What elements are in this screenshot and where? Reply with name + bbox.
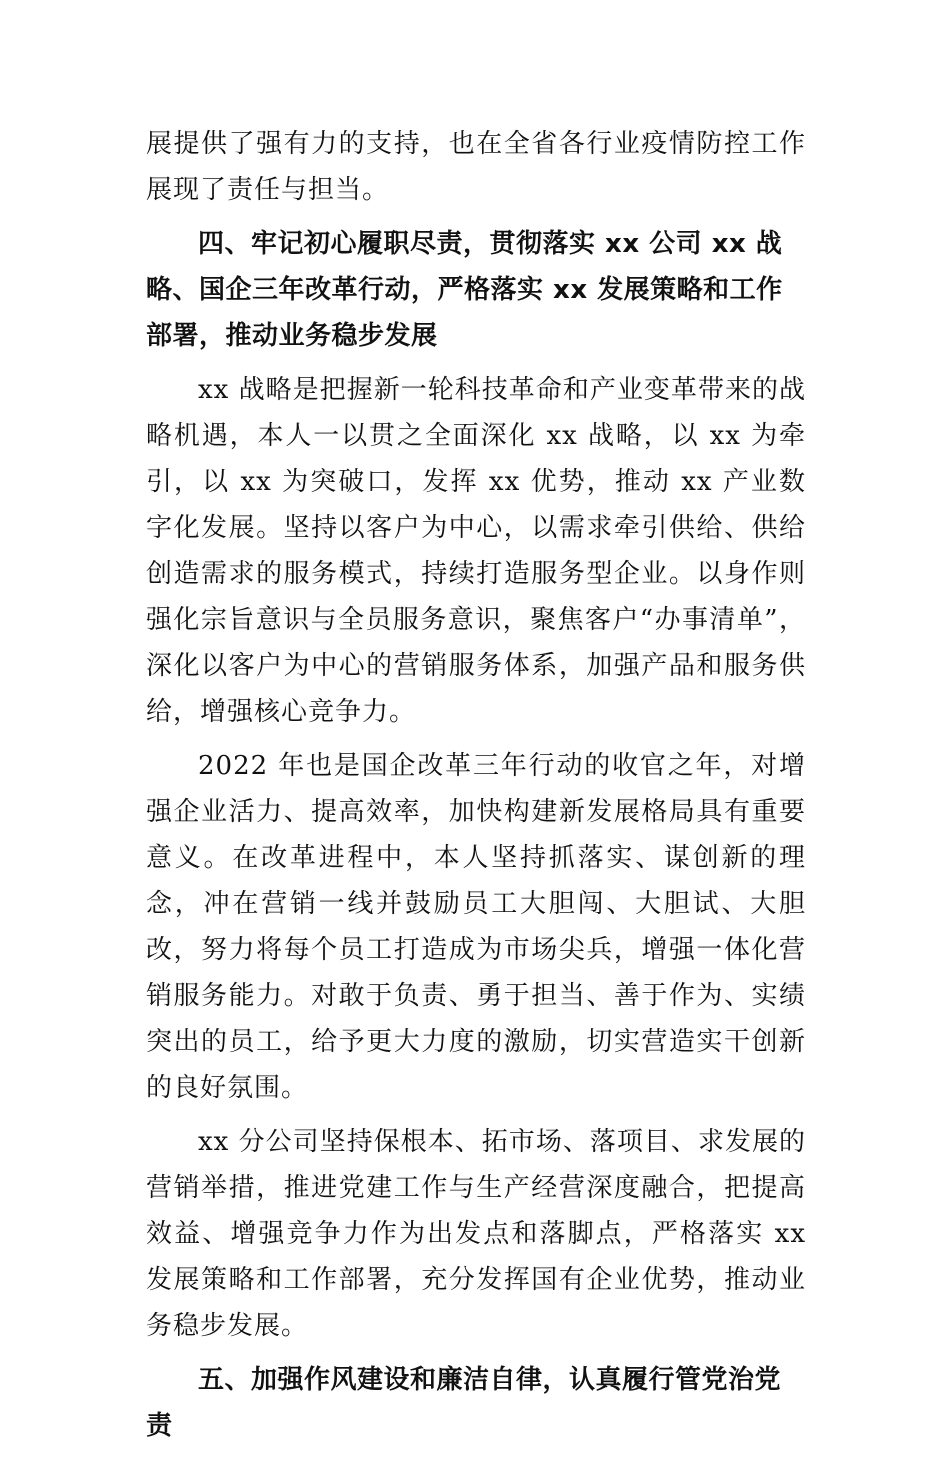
paragraph-continuation: 展提供了强有力的支持，也在全省各行业疫情防控工作展现了责任与担当。 <box>146 129 806 205</box>
paragraph: xx 战略是把握新一轮科技革命和产业变革带来的战略机遇，本人一以贯之全面深化 xx 战略，以 xx 为牵引，以 xx 为突破口，发挥 xx 优势，推动 xx 产业数字化发展。坚持以客户为中心，以需求牵引供给、供给创造需求的服务模式，持续打造服务型企业。以身作则强化宗旨意识与全员服务意识，聚焦客户“办事清单”，深化以客户为中心的营销服务体系，加强产品和服务供给，增强核心竞争力。 <box>146 375 806 727</box>
section-heading-4: 四、牢记初心履职尽责，贯彻落实 xx 公司 xx 战略、国企三年改革行动，严格落实 xx 发展策略和工作部署，推动业务稳步发展 <box>146 229 783 351</box>
paragraph: 2022 年也是国企改革三年行动的收官之年，对增强企业活力、提高效率，加快构建新发展格局具有重要意义。在改革进程中，本人坚持抓落实、谋创新的理念，冲在营销一线并鼓励员工大胆闯、大胆试、大胆改，努力将每个员工打造成为市场尖兵，增强一体化营销服务能力。对敢于负责、勇于担当、善于作为、实绩突出的员工，给予更大力度的激励，切实营造实干创新的良好氛围。 <box>146 751 806 1103</box>
document-body <box>146 121 806 1457</box>
section-heading-5: 五、加强作风建设和廉洁自律，认真履行管党治党责 <box>146 1365 782 1441</box>
paragraph: xx 分公司坚持保根本、拓市场、落项目、求发展的营销举措，推进党建工作与生产经营深度融合，把提高效益、增强竞争力作为出发点和落脚点，严格落实 xx 发展策略和工作部署，充分发挥国有企业优势，推动业务稳步发展。 <box>146 1127 806 1341</box>
